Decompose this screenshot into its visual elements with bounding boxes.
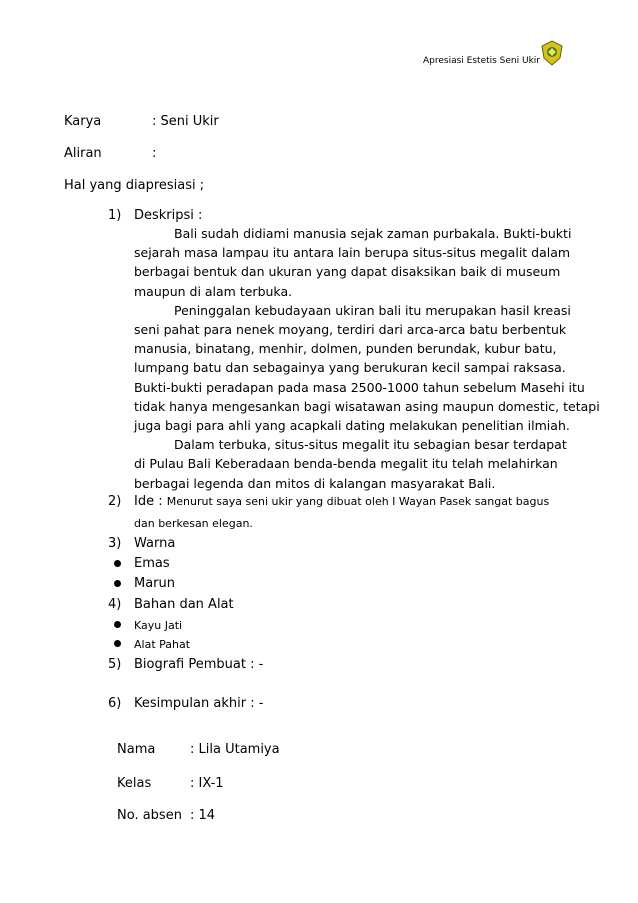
absen-label: No. absen (117, 808, 182, 823)
description-line: Bali sudah didiami manusia sejak zaman purbakala. Bukti-bukti (174, 226, 572, 241)
aliran-value: : (152, 146, 157, 161)
description-line: berbagai legenda dan mitos di kalangan masyarakat Bali. (134, 475, 496, 491)
school-emblem-icon (540, 40, 564, 66)
description-line: sejarah masa lampau itu antara lain berupa situs-situs megalit dalam (134, 245, 571, 261)
description-line: seni pahat para nenek moyang, terdiri dari arca-arca batu berbentuk (134, 322, 567, 338)
section-3-number: 3) (108, 536, 122, 551)
description-line: Dalam terbuka, situs-situs megalit itu sebagian besar terdapat (174, 437, 567, 453)
description-line: Bukti-bukti peradapan pada masa 2500-1000 tahun sebelum Masehi itu (134, 379, 585, 395)
bullet-icon (114, 580, 121, 587)
section-6-text: Kesimpulan akhir : - (134, 696, 264, 711)
section-2-number: 2) (108, 494, 122, 509)
section-1-number: 1) (108, 208, 122, 223)
color-item: Emas (134, 556, 170, 571)
section-2-text-cont: dan berkesan elegan. (134, 517, 253, 530)
section-4-number: 4) (108, 597, 122, 612)
section-2-label: Ide : (134, 494, 163, 509)
absen-value: : 14 (190, 808, 216, 823)
section-1-title: Deskripsi : (134, 208, 203, 223)
nama-label: Nama (117, 742, 156, 757)
description-line: di Pulau Bali Keberadaan benda-benda megalit itu telah melahirkan (134, 456, 558, 472)
description-paragraph (134, 224, 600, 493)
intro-text: Hal yang diapresiasi ; (64, 178, 205, 193)
section-6-number: 6) (108, 696, 122, 711)
description-line: manusia, binatang, menhir, dolmen, punden berundak, kubur batu, (134, 341, 557, 357)
karya-label: Karya (64, 114, 102, 129)
section-5-number: 5) (108, 657, 122, 672)
description-line: tidak hanya mengesankan bagi wisatawan asing maupun domestic, tetapi (134, 398, 600, 414)
karya-value: : Seni Ukir (152, 114, 219, 129)
description-line: Peninggalan kebudayaan ukiran bali itu merupakan hasil kreasi (174, 302, 571, 318)
bullet-icon (114, 640, 121, 647)
section-2-content (134, 494, 549, 510)
material-item: Alat Pahat (134, 638, 191, 651)
color-item: Marun (134, 576, 176, 591)
bullet-icon (114, 621, 121, 628)
nama-value: : Lila Utamiya (190, 742, 280, 757)
header-title: Apresiasi Estetis Seni Ukir (423, 56, 540, 66)
description-line: maupun di alam terbuka. (134, 283, 293, 299)
description-line: berbagai bentuk dan ukuran yang dapat disaksikan baik di museum (134, 264, 561, 280)
material-item: Kayu Jati (134, 619, 183, 632)
aliran-label: Aliran (64, 146, 102, 161)
section-3-title: Warna (134, 536, 176, 551)
section-5-text: Biografi Pembuat : - (134, 657, 264, 672)
bullet-icon (114, 560, 121, 567)
description-line: juga bagi para ahli yang acapkali dating melakukan penelitian ilmiah. (134, 418, 570, 434)
section-2-text: Menurut saya seni ukir yang dibuat oleh I Wayan Pasek sangat bagus (166, 495, 550, 508)
kelas-value: : IX-1 (190, 776, 224, 791)
section-4-title: Bahan dan Alat (134, 597, 234, 612)
description-line: lumpang batu dan sebagainya yang berukuran kecil sampai raksasa. (134, 360, 566, 376)
kelas-label: Kelas (117, 776, 152, 791)
